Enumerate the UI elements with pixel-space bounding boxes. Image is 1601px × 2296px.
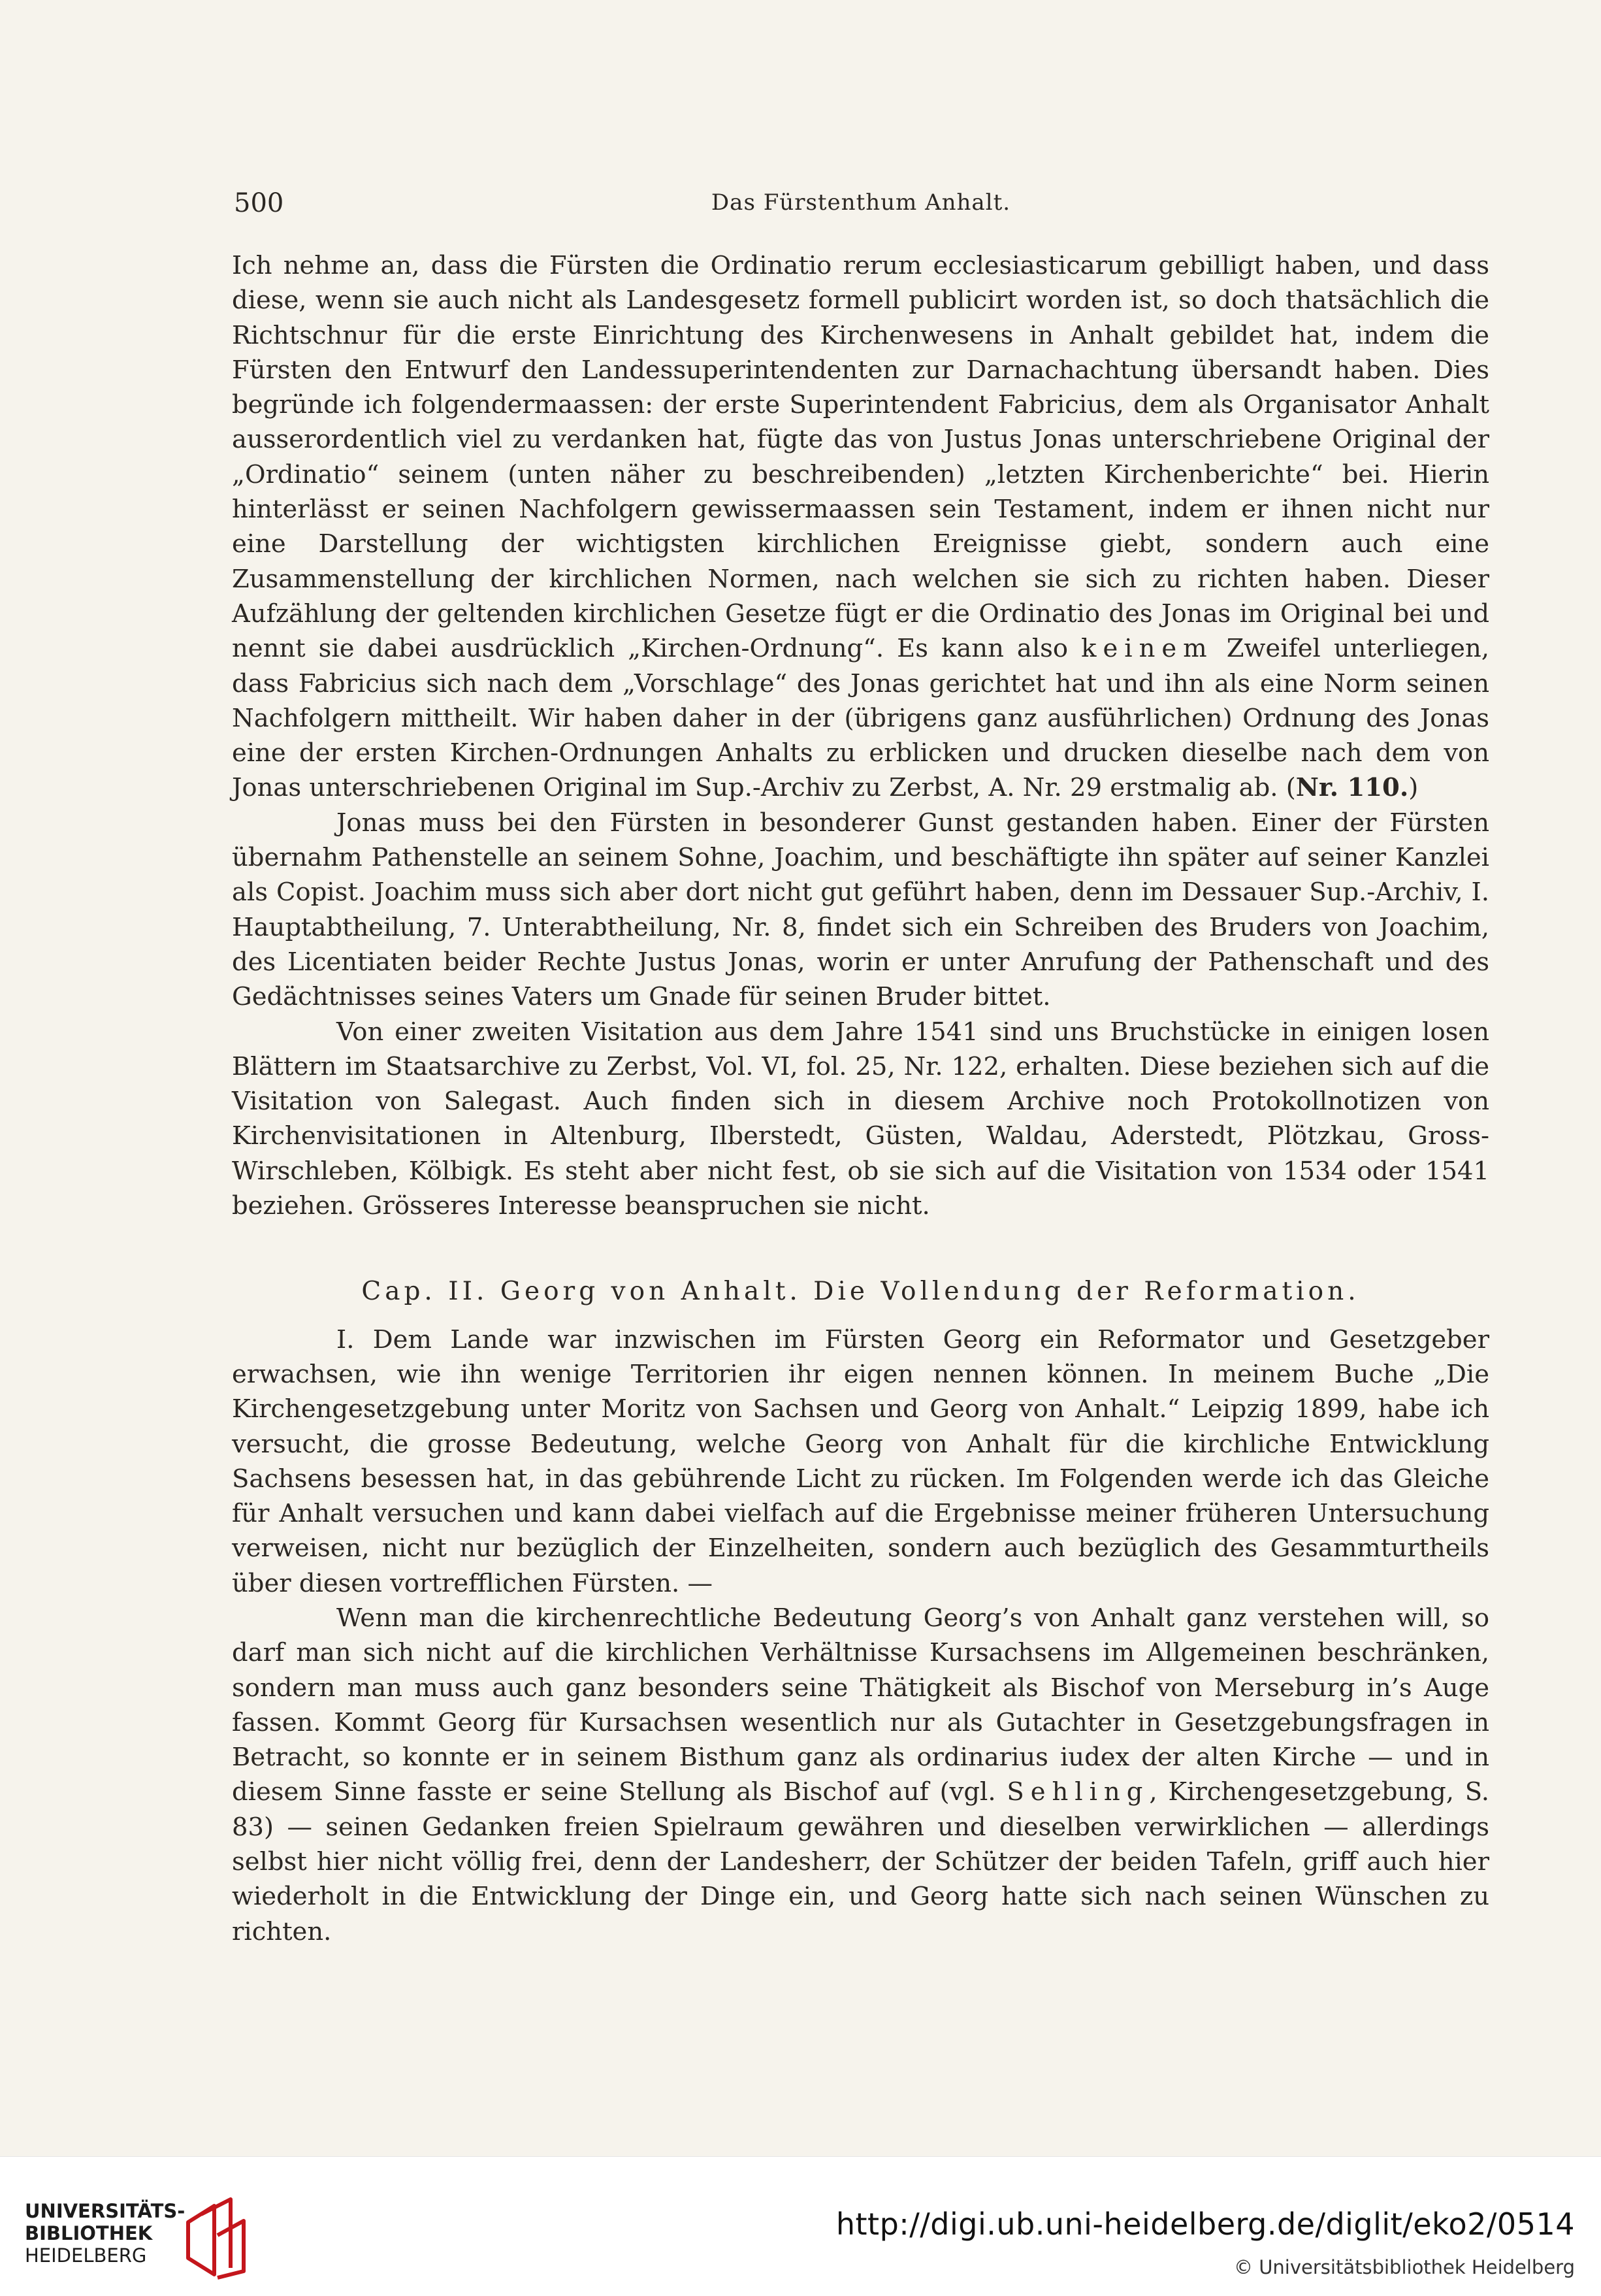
spaced-emphasis: keinem [1081, 634, 1214, 664]
library-logo [25, 2196, 240, 2288]
copyright-notice: © Universitätsbibliothek Heidelberg [1233, 2256, 1575, 2278]
paragraph-4: I. Dem Lande war inzwischen im Fürsten Georg ein Reformator und Gesetzgeber erwachsen, wie ihn wenige Territorien ihr eigen nennen können. In meinem Buche „Die Kirchengesetzgebung unter Moritz von Sachsen und Georg von Anhalt.“ Leipzig 1899, habe ich versucht, die grosse Bedeutung, welche Georg von Anhalt für die kirchliche Entwicklung Sachsens besessen hat, in das gebührende Licht zu rücken. Im Folgenden werde ich das Gleiche für Anhalt versuchen und kann dabei vielfach auf die Ergebnisse meiner früheren Untersuchung verweisen, nicht nur bezüglich der Einzelheiten, sondern auch bezüglich des Gesammturtheils über diesen vortrefflichen Fürsten. — [232, 1324, 1489, 1598]
bold-reference: Nr. 110. [1295, 773, 1409, 803]
paragraph-1: Ich nehme an, dass die Fürsten die Ordinatio rerum ecclesiasticarum gebilligt haben, und dass diese, wenn sie auch nicht als Landesgesetz formell publicirt worden ist, so doch thatsächlich die Richtschnur für die erste Einrichtung des Kirchenwesens in Anhalt gebildet hat, indem die Fürsten den Entwurf den Landessuperintendenten zur Darnachachtung übersandt haben. Dies begründe ich folgendermaassen: der erste Superintendent Fabricius, dem als Organisator Anhalt ausserordentlich viel zu verdanken hat, fügte das von Justus Jonas unterschriebene Original der „Ordinatio“ seinem (unten näher zu beschreibenden) „letzten Kirchenberichte“ bei. Hierin hinterlässt er seinen Nachfolgern gewissermaassen sein Testament, indem er ihnen nicht nur eine Darstellung der wichtigsten kirchlichen Ereignisse giebt, sondern auch eine Zusammenstellung der kirchlichen Normen, nach welchen sie sich zu richten haben. Dieser Aufzählung der geltenden kirchlichen Gesetze fügt er die Ordinatio des Jonas im Original bei und nennt sie dabei ausdrücklich „Kirchen-Ordnung“. Es kann also keinem Zweifel unterliegen, dass Fabricius sich nach dem „Vorschlage“ des Jonas gerichtet hat und ihn als eine Norm seinen Nachfolgern mittheilt. Wir haben daher in der (übrigens ganz ausführlichen) Ordnung des Jonas eine der ersten Kirchen-Ordnungen Anhalts zu erblicken und drucken dieselbe nach dem von Jonas unterschriebenen Original im Sup.-Archiv zu Zerbst, A. Nr. 29 erstmalig ab. (Nr. 110.) [232, 251, 1490, 803]
paragraph-3: Von einer zweiten Visitation aus dem Jahre 1541 sind uns Bruchstücke in einigen losen Blättern im Staatsarchive zu Zerbst, Vol. VI, fol. 25, Nr. 122, erhalten. Diese beziehen sich auf die Visitation von Salegast. Auch finden sich in diesem Archive noch Protokollnotizen von Kirchenvisitationen in Altenburg, Ilberstedt, Güsten, Waldau, Aderstedt, Plötzkau, Gross-Wirschleben, Kölbigk. Es steht aber nicht fest, ob sie sich auf die Visitation von 1534 oder 1541 beziehen. Grösseres Interesse beanspruchen sie nicht. [232, 1017, 1489, 1221]
library-emblem-icon [182, 2196, 250, 2281]
logo-text: UNIVERSITÄTS- BIBLIOTHEK HEIDELBERG [25, 2200, 186, 2267]
paragraph-5: Wenn man die kirchenrechtliche Bedeutung Georg’s von Anhalt ganz verstehen will, so darf man sich nicht auf die kirchlichen Verhältnisse Kursachsens im Allgemeinen beschränken, sondern man muss auch ganz besonders seine Thätigkeit als Bischof von Merseburg in’s Auge fassen. Kommt Georg für Kursachsen wesentlich nur als Gutachter in Gesetzgebungsfragen in Betracht, so konnte er in seinem Bisthum ganz als ordinarius iudex der alten Kirche — und in diesem Sinne fasste er seine Stellung als Bischof auf (vgl. Sehling, Kirchengesetzgebung, S. 83) — seinen Gedanken freien Spielraum gewähren und dieselben verwirklichen — allerdings selbst hier nicht völlig frei, denn der Landesherr, der Schützer der beiden Tafeln, griff auch hier wiederholt in die Entwicklung der Dinge ein, und Georg hatte sich nach seinen Wünschen zu richten. [232, 1603, 1489, 1946]
page-number: 500 [234, 188, 284, 218]
chapter-heading: Cap. II. Georg von Anhalt. Die Vollendung der Reformation. [361, 1277, 1360, 1307]
paragraph-2: Jonas muss bei den Fürsten in besonderer Gunst gestanden haben. Einer der Fürsten übernahm Pathenstelle an seinem Sohne, Joachim, und beschäftigte ihn später auf seiner Kanzlei als Copist. Joachim muss sich aber dort nicht gut geführt haben, denn im Dessauer Sup.-Archiv, I. Hauptabtheilung, 7. Unterabtheilung, Nr. 8, findet sich ein Schreiben des Bruders von Joachim, des Licentiaten beider Rechte Justus Jonas, worin er unter Anrufung der Pathenschaft und des Gedächtnisses seines Vaters um Gnade für seinen Bruder bittet. [232, 808, 1489, 1012]
spaced-emphasis: Sehling [1007, 1777, 1150, 1807]
running-title: Das Fürstenthum Anhalt. [711, 189, 1011, 216]
body-text [232, 248, 1489, 1949]
library-footer [0, 2156, 1601, 2296]
page-header [234, 188, 1488, 227]
permalink-url[interactable]: http://digi.ub.uni-heidelberg.de/diglit/eko2/0514 [835, 2206, 1575, 2242]
